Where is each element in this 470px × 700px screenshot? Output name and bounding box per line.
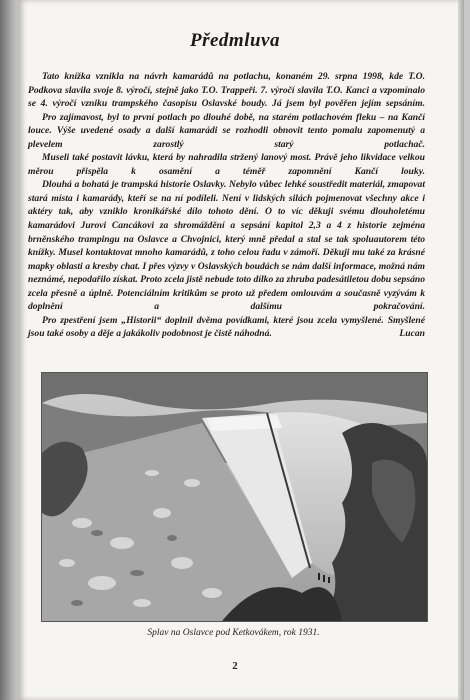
- paragraph-5: [28, 314, 425, 341]
- photo-caption: Splav na Oslavce pod Ketkovákem, rok 1931.: [147, 628, 320, 638]
- weir-photo: [41, 372, 428, 622]
- page-number: 2: [232, 660, 238, 672]
- page-edge: [458, 0, 464, 700]
- paragraph-4: Dlouhá a bohatá je trampská historie Oslavky. Nebylo vůbec lehké soustředit materiál, zmapovat stará místa i kamarády, kteří se na ní podíleli. Není v lidských silách pojmenovat všechny akce i aktéry tak, aby vzniklo kronikářské dílo tohoto dění. O to víc děkuji svému dlouholetému kamarádovi Jurovi Cancákovi za shromáždění a sepsání kapitol 2,3 a 4 z historie zejména brněnského trampingu na Oslavce a Chvojnici, který mně předal a stal se tak spoluautorem této knížky. Musel kontaktovat mnoho kamarádů, z toho celou řadu v zámoří. Děkuji mu také za krásné mapky oblasti a kresby chat. I přes výzvy v Oslavských boudách se nám další informace, možná nám neznámé, nepodařilo získat. Proto zcela jistě nebude toto dílko za zhruba padesátiletou dobu sepsáno zcela přesně a úplně. Potenciálním kritikům se proto už předem omlouvám a současně vyzývám k doplnění a dalšímu pokračování.: [28, 179, 425, 313]
- paragraph-2: Pro zajímavost, byl to první potlach po dlouhé době, na starém potlachovém fleku – na Kančí louce. Výše uvedené osady a další kamarádi se rozhodli obnovit tento pomalu zapomenutý a plevelem zarostlý starý potlachač.: [28, 111, 425, 150]
- preface-text: [28, 70, 425, 341]
- author-signature: Lucan: [399, 328, 425, 340]
- page-title: Předmluva: [190, 30, 280, 51]
- weir-photo-image: [42, 373, 427, 621]
- paragraph-1: Tato knížka vznikla na návrh kamarádů na potlachu, konaném 29. srpna 1998, kde T.O. Podkova slavila svoje 8. výročí, stejně jako T.O. Trappeři. 7. výročí slavila T.O. Kanci a vzpomínalo se 4. výročí vzniku trampského časopisu Oslavské boudy. Já jsem byl pověřen jejím sepsáním.: [28, 71, 425, 110]
- paragraph-5-text: Pro zpestření jsem „Historii“ doplnil dvěma povídkami, které jsou zcela vymyšlené. Smyšlené jsou také osoby a děje a jakákoliv podobnost je čistě náhodná.: [28, 314, 425, 340]
- paragraph-3: Museli také postavit lávku, která by nahradila stržený lanový most. Právě jeho likvidace velkou měrou přispěla k osamění a téměř zapomnění Kančí louky.: [28, 152, 425, 177]
